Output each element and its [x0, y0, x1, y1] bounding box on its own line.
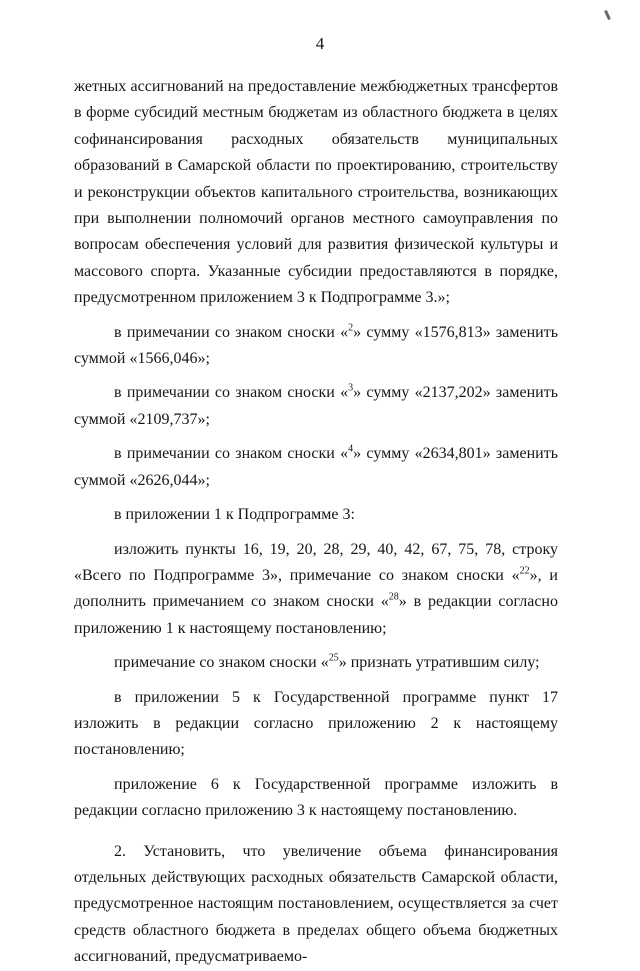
- paragraph-appendix-5: [74, 685, 558, 764]
- paragraph-appendix-1-items: [74, 537, 558, 643]
- paragraph-note-2: [74, 320, 558, 373]
- paragraph-note-25: [74, 650, 558, 676]
- text-run: » сумму «2137,202» заменить суммой «2109,737»;: [74, 384, 558, 428]
- footnote-mark: 3: [348, 383, 354, 395]
- text-run: » сумму «2634,801» заменить суммой «2626,044»;: [74, 445, 558, 489]
- text-run: приложение 6 к Государственной программе изложить в редакции согласно приложению 3 к настоящему постановлению.: [74, 775, 558, 820]
- text-run: в примечании со знаком сноски «: [114, 323, 349, 341]
- footnote-mark: 25: [328, 652, 339, 664]
- footnote-mark: 4: [348, 443, 354, 455]
- paragraph-note-4: [74, 441, 558, 494]
- text-run: жетных ассигнований на предоставление межбюджетных трансфертов в форме субсидий местным бюджетам из областного бюджета в целях софинансирования расходных обязательств муниципальных образований в Самарской области по проектированию, строительству и реконструкции объектов капитального строительства, возникающих при выполнении полномочий органов местного самоуправления по вопросам обеспечения условий для развития физической культуры и массового спорта. Указанные субсидии предоставляются в порядке, предусмотренном приложением 3 к Подпрограмме 3.»;: [74, 78, 558, 307]
- paragraph-continuation: [74, 74, 558, 312]
- text-run: в приложении 5 к Государственной программе пункт 17 изложить в редакции согласно приложению 2 к настоящему постановлению;: [74, 688, 558, 759]
- text-run: в приложении 1 к Подпрограмме 3:: [114, 506, 355, 524]
- page-number: 4: [315, 34, 325, 53]
- document-body: [74, 74, 558, 971]
- text-run: », и дополнить примечанием со знаком сноски «: [74, 566, 558, 611]
- text-run: 2. Установить, что увеличение объема финансирования отдельных действующих расходных обязательств Самарской области, предусмотренное настоящим постановлением, осуществляется за счет средств областного бюджета в пределах общего объема бюджетных ассигнований, предусматриваемо-: [74, 842, 558, 966]
- text-run: » в редакции согласно приложению 1 к настоящему постановлению;: [74, 593, 558, 637]
- text-run: » сумму «1576,813» заменить суммой «1566,046»;: [74, 323, 558, 368]
- text-run: изложить пункты 16, 19, 20, 28, 29, 40, 42, 67, 75, 78, строку «Всего по Подпрограмме 3», примечание со знаком сноски «: [74, 540, 558, 584]
- text-run: в примечании со знаком сноски «: [114, 445, 349, 463]
- footnote-mark: 22: [519, 565, 530, 577]
- text-run: » признать утратившим силу;: [338, 654, 540, 672]
- paragraph-appendix-6: [74, 772, 558, 825]
- text-run: в примечании со знаком сноски «: [114, 384, 349, 402]
- footnote-mark: 2: [348, 322, 354, 334]
- footnote-mark: 28: [388, 591, 399, 603]
- text-run: примечание со знаком сноски «: [114, 654, 329, 672]
- paragraph-note-3: [74, 380, 558, 433]
- scan-speck: [604, 10, 611, 20]
- paragraph-appendix-1-intro: [74, 502, 558, 528]
